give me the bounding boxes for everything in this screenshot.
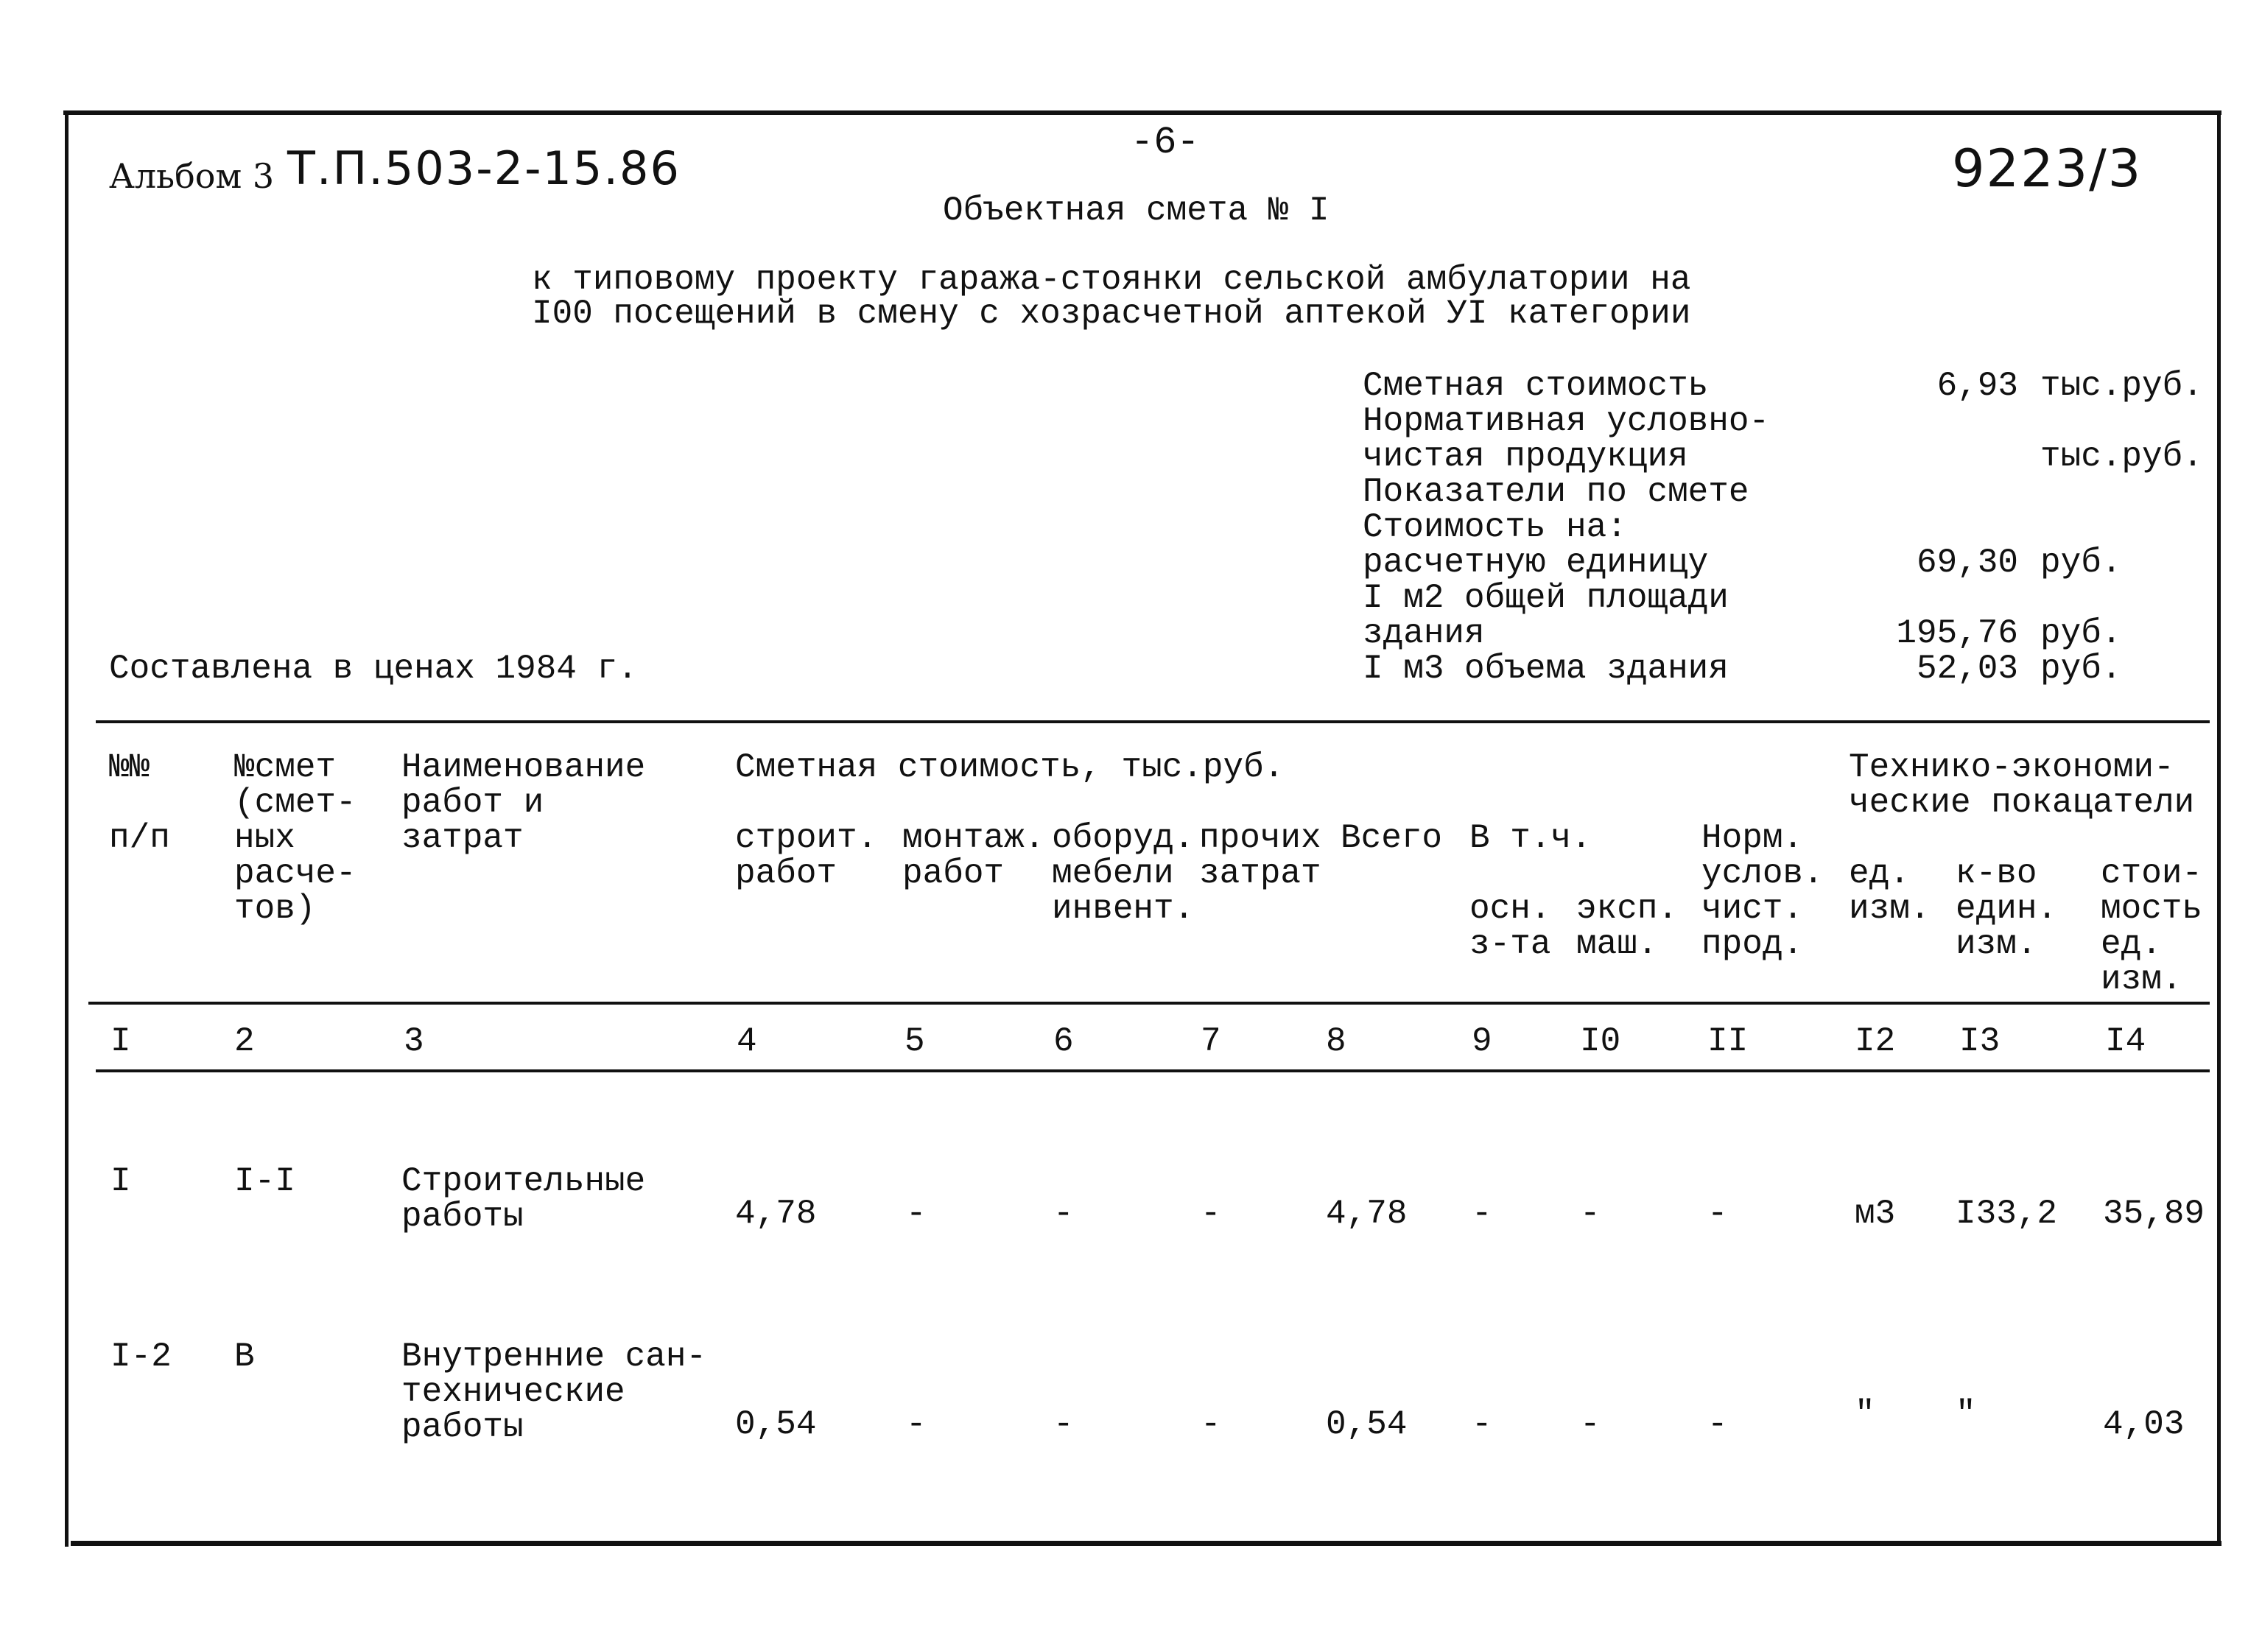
summary-label: здания (1363, 614, 1485, 653)
estimate-title: Объектная смета № I (943, 191, 1330, 230)
summary-value: 195,76 (1896, 614, 2018, 653)
table-row-net-product: - (1707, 1405, 1728, 1444)
summary-label: I м2 общей площади (1363, 579, 1729, 617)
header-col-7: прочих затрат (1199, 819, 1321, 893)
summary-value: 52,03 (1916, 650, 2018, 688)
column-numbers-rule (96, 1069, 2210, 1072)
table-row-unit-cost: 4,03 (2103, 1405, 2185, 1444)
column-number: II (1707, 1022, 1749, 1061)
summary-value: 6,93 (1936, 367, 2018, 405)
header-col-3: Наименование работ и затрат (401, 748, 646, 857)
table-row-other-cost: - (1201, 1195, 1221, 1233)
frame-left-border (65, 110, 69, 1547)
table-top-rule (96, 720, 2210, 723)
table-row-build-cost: 0,54 (735, 1405, 817, 1444)
table-row-name: Строительные работы (401, 1162, 646, 1236)
table-row-quantity: I33,2 (1956, 1195, 2058, 1233)
table-row-machine-cost: - (1580, 1405, 1601, 1444)
header-col-14: стои- мость ед. изм. (2101, 854, 2203, 999)
table-row-unit: " (1855, 1395, 1875, 1433)
header-col-8: Всего (1341, 819, 1443, 857)
frame-bottom-border (71, 1541, 2221, 1546)
stamp-number: 9223/3 (1952, 138, 2143, 199)
header-col-12: ед. изм. (1849, 854, 1931, 928)
column-number: 4 (737, 1022, 757, 1061)
table-header-rule (88, 1002, 2210, 1005)
header-cost-group: Сметная стоимость, тыс.руб. (735, 748, 1285, 787)
column-number: I3 (1959, 1022, 2001, 1061)
column-number: I4 (2105, 1022, 2146, 1061)
summary-label: Нормативная условно- (1363, 402, 1770, 440)
summary-unit: тыс.руб. (2040, 367, 2203, 405)
table-row-unit: м3 (1855, 1195, 1896, 1233)
column-number: 9 (1472, 1022, 1492, 1061)
header-col-1a: №№ (109, 748, 150, 787)
column-number: I (110, 1022, 131, 1061)
table-row-install-cost: - (906, 1195, 927, 1233)
subtitle-line-2: I00 посещений в смену с хозрасчетной аптекой УI категории (532, 295, 1691, 333)
summary-label: Стоимость на: (1363, 508, 1627, 546)
frame-right-border (2217, 110, 2221, 1545)
table-row-estimate: В (234, 1338, 255, 1376)
summary-unit: руб. (2040, 544, 2122, 582)
header-col-6: оборуд. мебели инвент. (1052, 819, 1195, 928)
subtitle-line-1: к типовому проекту гаража-стоянки сельской амбулатории на (532, 261, 1691, 299)
page-number: -6- (1131, 121, 1200, 164)
table-row-other-cost: - (1201, 1405, 1221, 1444)
header-col-4: строит. работ (735, 819, 878, 893)
table-row-number: I (110, 1162, 131, 1201)
table-row-machine-cost: - (1580, 1195, 1601, 1233)
table-row-total: 0,54 (1326, 1405, 1408, 1444)
header-tech-group: Технико-экономи- ческие покацатели (1849, 748, 2195, 822)
album-label: Альбом 3 (109, 156, 275, 196)
summary-label: Сметная стоимость (1363, 367, 1709, 405)
column-number: I0 (1580, 1022, 1621, 1061)
table-row-equipment-cost: - (1053, 1405, 1074, 1444)
table-row-base-salary: - (1472, 1405, 1492, 1444)
table-row-name: Внутренние сан- технические работы (401, 1338, 707, 1447)
frame-top-border (63, 110, 2221, 115)
table-row-base-salary: - (1472, 1195, 1492, 1233)
summary-unit: руб. (2040, 614, 2122, 653)
header-col-11: Норм. услов. чист. прод. (1701, 819, 1824, 963)
summary-label: чистая продукция (1363, 437, 1688, 476)
header-col-13: к-во един. изм. (1956, 854, 2058, 963)
summary-unit: руб. (2040, 650, 2122, 688)
summary-label: I м3 объема здания (1363, 650, 1729, 688)
header-col-5: монтаж. работ (902, 819, 1045, 893)
summary-value: 69,30 (1916, 544, 2018, 582)
table-row-unit-cost: 35,89 (2103, 1195, 2205, 1233)
header-col-9-group: В т.ч. (1469, 819, 1592, 857)
column-number: 8 (1326, 1022, 1346, 1061)
header-col-2: №смет (смет- ных расче- тов) (234, 748, 356, 928)
prices-note: Составлена в ценах 1984 г. (109, 650, 638, 688)
project-code: Т.П.503-2-15.86 (287, 141, 681, 195)
summary-label: расчетную единицу (1363, 544, 1709, 582)
column-number: 5 (905, 1022, 925, 1061)
table-row-build-cost: 4,78 (735, 1195, 817, 1233)
summary-unit: тыс.руб. (2040, 437, 2203, 476)
table-row-estimate: I-I (234, 1162, 295, 1201)
header-col-10: эксп. маш. (1576, 890, 1679, 963)
summary-label: Показатели по смете (1363, 473, 1749, 511)
column-number: 6 (1053, 1022, 1074, 1061)
column-number: 7 (1201, 1022, 1221, 1061)
table-row-total: 4,78 (1326, 1195, 1408, 1233)
table-row-net-product: - (1707, 1195, 1728, 1233)
column-number: 2 (234, 1022, 255, 1061)
table-row-quantity: " (1956, 1395, 1976, 1433)
table-row-number: I-2 (110, 1338, 172, 1376)
table-row-install-cost: - (906, 1405, 927, 1444)
header-col-1b: п/п (109, 819, 170, 857)
header-col-9: осн. з-та (1469, 890, 1551, 963)
column-number: I2 (1855, 1022, 1896, 1061)
table-row-equipment-cost: - (1053, 1195, 1074, 1233)
column-number: 3 (404, 1022, 424, 1061)
